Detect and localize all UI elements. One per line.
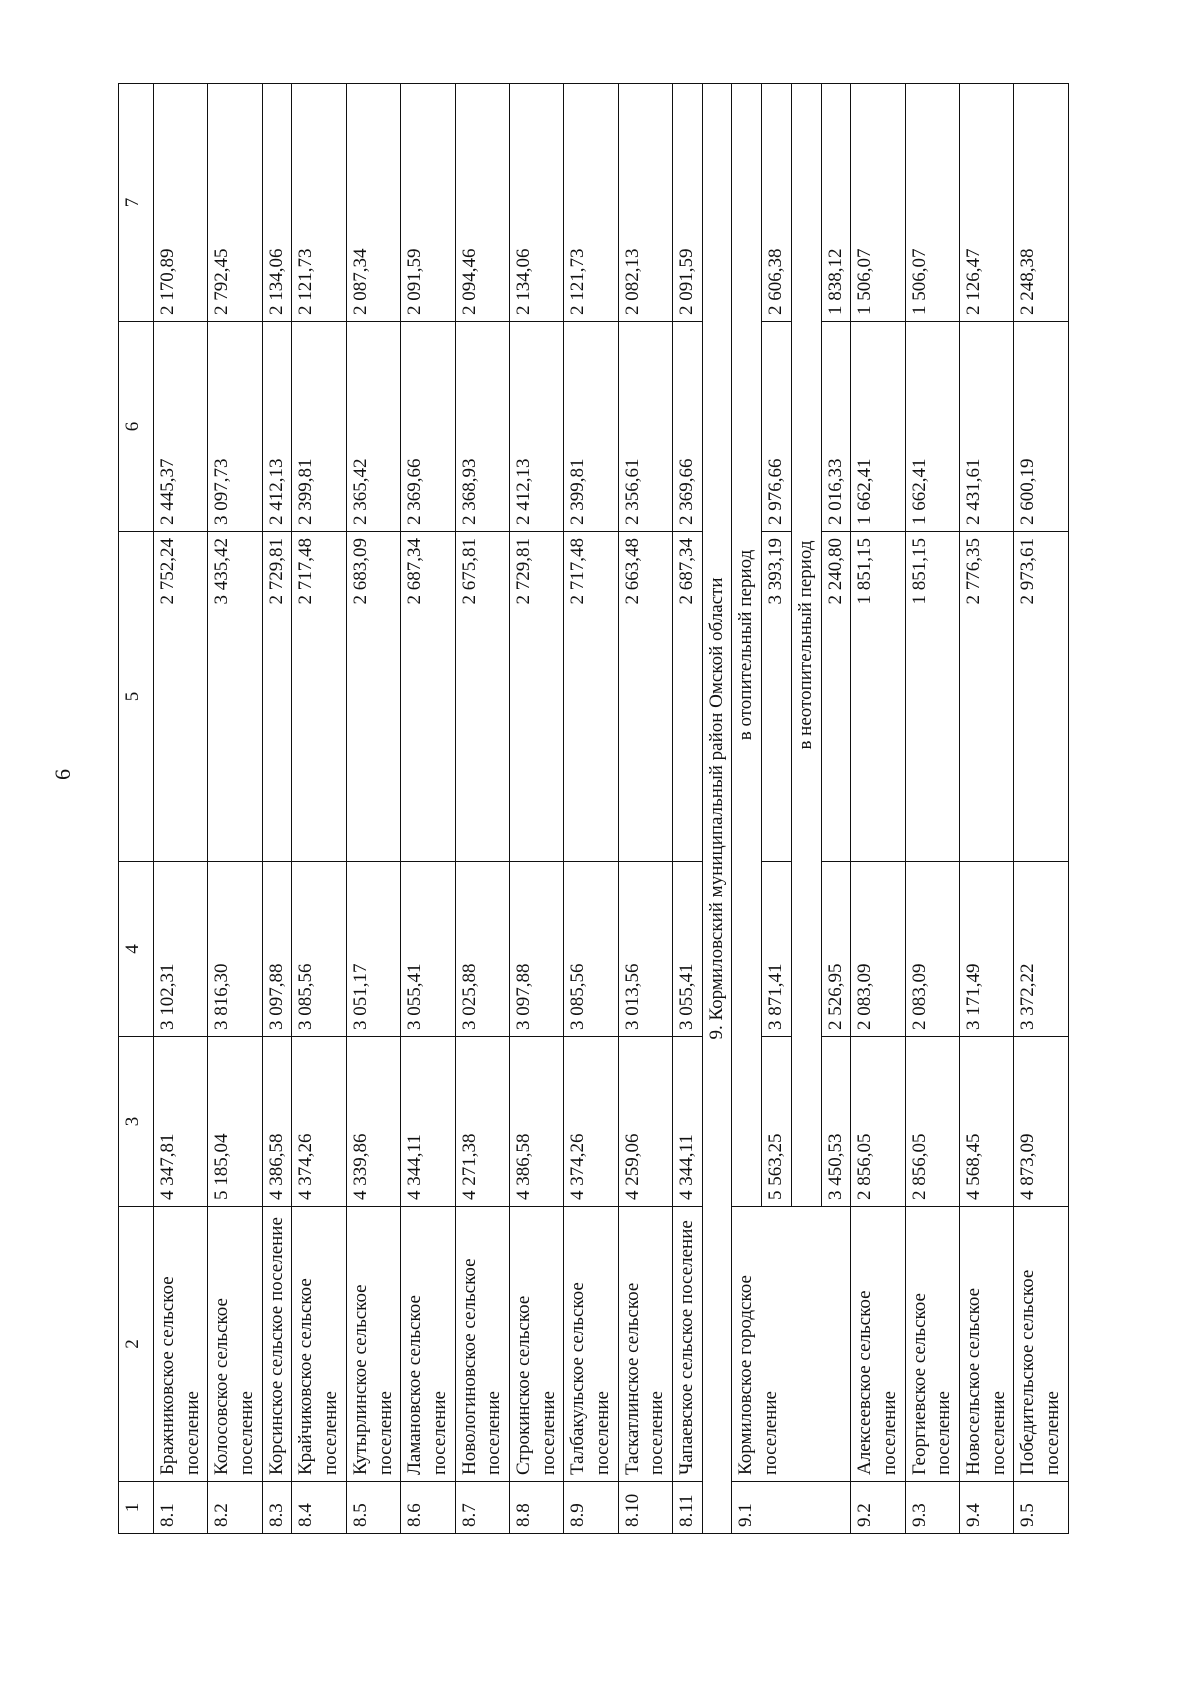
value-c7: 2 121,73 — [292, 84, 346, 322]
value-c4: 3 051,17 — [346, 862, 400, 1037]
value-c6: 2 399,81 — [564, 322, 618, 532]
value-c3: 4 344,11 — [401, 1037, 455, 1207]
table-row — [618, 84, 672, 1534]
col-header-7: 7 — [119, 84, 154, 322]
value-c6: 2 399,81 — [292, 322, 346, 532]
value-c4: 3 013,56 — [618, 862, 672, 1037]
value-c5: 3 435,42 — [208, 532, 262, 862]
row-number: 9.5 — [1014, 1482, 1068, 1534]
settlement-name: Новосельское сельское поселение — [959, 1207, 1013, 1482]
settlement-name: Победительское сельское поселение — [1014, 1207, 1068, 1482]
value-c5: 2 675,81 — [455, 532, 509, 862]
value-c4: 2 083,09 — [905, 862, 959, 1037]
value-c3: 3 450,53 — [821, 1037, 851, 1207]
value-c4: 3 871,41 — [762, 862, 792, 1037]
row-number: 8.2 — [208, 1482, 262, 1534]
value-c5: 2 663,48 — [618, 532, 672, 862]
value-c4: 3 085,56 — [292, 862, 346, 1037]
value-c6: 2 976,66 — [762, 322, 792, 532]
settlement-name: Крайчиковское сельское поселение — [292, 1207, 346, 1482]
table-row — [851, 84, 905, 1534]
settlement-name: Бражниковское сельское поселение — [154, 1207, 208, 1482]
value-c3: 4 386,58 — [509, 1037, 563, 1207]
value-c5: 2 752,24 — [154, 532, 208, 862]
period-label-heating: в отопительный период — [732, 84, 762, 1207]
value-c4: 2 526,95 — [821, 862, 851, 1037]
settlement-name: Ламановское сельское поселение — [401, 1207, 455, 1482]
value-c3: 4 374,26 — [564, 1037, 618, 1207]
value-c5: 2 240,80 — [821, 532, 851, 862]
value-c7: 2 126,47 — [959, 84, 1013, 322]
table-row — [401, 84, 455, 1534]
settlement-name: Георгиевское сельское поселение — [905, 1207, 959, 1482]
value-c5: 2 729,81 — [509, 532, 563, 862]
section-8-body — [154, 84, 703, 1534]
col-header-3: 3 — [119, 1037, 154, 1207]
value-c5: 2 687,34 — [673, 532, 703, 862]
row-number: 8.7 — [455, 1482, 509, 1534]
value-c3: 4 386,58 — [262, 1037, 292, 1207]
value-c7: 2 248,38 — [1014, 84, 1068, 322]
value-c7: 2 134,06 — [509, 84, 563, 322]
value-c4: 3 816,30 — [208, 862, 262, 1037]
value-c6: 2 445,37 — [154, 322, 208, 532]
settlement-name: Кутырлинское сельское поселение — [346, 1207, 400, 1482]
value-c6: 2 600,19 — [1014, 322, 1068, 532]
table-row — [564, 84, 618, 1534]
value-c7: 1 506,07 — [851, 84, 905, 322]
section-9-body — [702, 84, 850, 1534]
value-c7: 2 091,59 — [673, 84, 703, 322]
section-title: 9. Кормиловский муниципальный район Омской области — [702, 84, 732, 1534]
value-c5: 2 776,35 — [959, 532, 1013, 862]
value-c7: 2 094,46 — [455, 84, 509, 322]
row-number-cont — [821, 1482, 851, 1534]
table-row — [208, 84, 262, 1534]
row-number: 9.3 — [905, 1482, 959, 1534]
tariff-table — [118, 83, 1069, 1534]
value-c4: 3 097,88 — [262, 862, 292, 1037]
header-row — [119, 84, 154, 1534]
value-c3: 4 344,11 — [673, 1037, 703, 1207]
value-c6: 2 365,42 — [346, 322, 400, 532]
col-header-1: 1 — [119, 1482, 154, 1534]
settlement-name: Алексеевское сельское поселение — [851, 1207, 905, 1482]
row-number: 8.4 — [292, 1482, 346, 1534]
value-c7: 1 838,12 — [821, 84, 851, 322]
value-c6: 2 016,33 — [821, 322, 851, 532]
value-c4: 3 097,88 — [509, 862, 563, 1037]
table-row — [346, 84, 400, 1534]
col-header-2: 2 — [119, 1207, 154, 1482]
row-number: 8.8 — [509, 1482, 563, 1534]
value-c7: 2 170,89 — [154, 84, 208, 322]
row-number: 8.9 — [564, 1482, 618, 1534]
value-c7: 2 121,73 — [564, 84, 618, 322]
value-c3: 2 856,05 — [851, 1037, 905, 1207]
value-c6: 2 412,13 — [262, 322, 292, 532]
row-number: 8.10 — [618, 1482, 672, 1534]
row-number-cont — [762, 1482, 792, 1534]
value-c6: 2 369,66 — [673, 322, 703, 532]
col-header-4: 4 — [119, 862, 154, 1037]
value-c5: 2 973,61 — [1014, 532, 1068, 862]
value-c5: 2 683,09 — [346, 532, 400, 862]
value-c5: 2 729,81 — [262, 532, 292, 862]
value-c4: 2 083,09 — [851, 862, 905, 1037]
value-c4: 3 102,31 — [154, 862, 208, 1037]
value-c6: 2 412,13 — [509, 322, 563, 532]
value-c5: 2 717,48 — [292, 532, 346, 862]
value-c4: 3 171,49 — [959, 862, 1013, 1037]
settlement-name: Корсинское сельское поселение — [262, 1207, 292, 1482]
value-c7: 2 082,13 — [618, 84, 672, 322]
settlement-name: Таскатлинское сельское поселение — [618, 1207, 672, 1482]
value-c6: 2 368,93 — [455, 322, 509, 532]
value-c3: 4 271,38 — [455, 1037, 509, 1207]
row-number: 8.3 — [262, 1482, 292, 1534]
value-c3: 4 568,45 — [959, 1037, 1013, 1207]
value-c3: 4 347,81 — [154, 1037, 208, 1207]
settlement-name: Строкинское сельское поселение — [509, 1207, 563, 1482]
table-row — [509, 84, 563, 1534]
value-c6: 1 662,41 — [905, 322, 959, 532]
value-c7: 2 606,38 — [762, 84, 792, 322]
row-number: 8.1 — [154, 1482, 208, 1534]
value-c4: 3 025,88 — [455, 862, 509, 1037]
col-header-6: 6 — [119, 322, 154, 532]
row-number: 9.1 — [732, 1482, 762, 1534]
table-row — [905, 84, 959, 1534]
value-c3: 4 339,86 — [346, 1037, 400, 1207]
value-c3: 4 374,26 — [292, 1037, 346, 1207]
value-c5: 2 687,34 — [401, 532, 455, 862]
value-c4: 3 085,56 — [564, 862, 618, 1037]
table-row — [262, 84, 292, 1534]
settlement-name: Новологиновское сельское поселение — [455, 1207, 509, 1482]
value-c5: 1 851,15 — [851, 532, 905, 862]
value-c3: 4 873,09 — [1014, 1037, 1068, 1207]
value-c3: 4 259,06 — [618, 1037, 672, 1207]
value-c6: 2 431,61 — [959, 322, 1013, 532]
value-c7: 2 792,45 — [208, 84, 262, 322]
value-c4: 3 055,41 — [673, 862, 703, 1037]
table-row — [154, 84, 208, 1534]
settlement-name: Чапаевское сельское поселение — [673, 1207, 703, 1482]
row-number: 8.11 — [673, 1482, 703, 1534]
row-number: 8.6 — [401, 1482, 455, 1534]
value-c6: 1 662,41 — [851, 322, 905, 532]
row-number: 9.4 — [959, 1482, 1013, 1534]
settlement-name: Колосовское сельское поселение — [208, 1207, 262, 1482]
settlement-name: Талбакульское сельское поселение — [564, 1207, 618, 1482]
table-row — [455, 84, 509, 1534]
value-c7: 2 134,06 — [262, 84, 292, 322]
value-c6: 2 356,61 — [618, 322, 672, 532]
col-header-5: 5 — [119, 532, 154, 862]
value-c3: 2 856,05 — [905, 1037, 959, 1207]
page-number: 6 — [50, 769, 75, 780]
value-c7: 1 506,07 — [905, 84, 959, 322]
value-c3: 5 563,25 — [762, 1037, 792, 1207]
rotated-table-wrapper — [118, 84, 1063, 1534]
row-number-cont — [791, 1482, 821, 1534]
period-label-nonheating: в неотопительный период — [791, 84, 821, 1207]
value-c5: 1 851,15 — [905, 532, 959, 862]
table-row — [959, 84, 1013, 1534]
section-title-row — [702, 84, 732, 1534]
value-c4: 3 055,41 — [401, 862, 455, 1037]
section-9-rows — [851, 84, 1069, 1534]
subheader-row — [732, 84, 762, 1534]
value-c4: 3 372,22 — [1014, 862, 1068, 1037]
table-row — [673, 84, 703, 1534]
row-number: 8.5 — [346, 1482, 400, 1534]
value-c7: 2 091,59 — [401, 84, 455, 322]
settlement-name: Кормиловское городское поселение — [732, 1207, 851, 1482]
value-c3: 5 185,04 — [208, 1037, 262, 1207]
value-c6: 3 097,73 — [208, 322, 262, 532]
value-c7: 2 087,34 — [346, 84, 400, 322]
value-c5: 2 717,48 — [564, 532, 618, 862]
row-number: 9.2 — [851, 1482, 905, 1534]
value-c5: 3 393,19 — [762, 532, 792, 862]
table-row — [1014, 84, 1068, 1534]
value-c6: 2 369,66 — [401, 322, 455, 532]
table-row — [292, 84, 346, 1534]
